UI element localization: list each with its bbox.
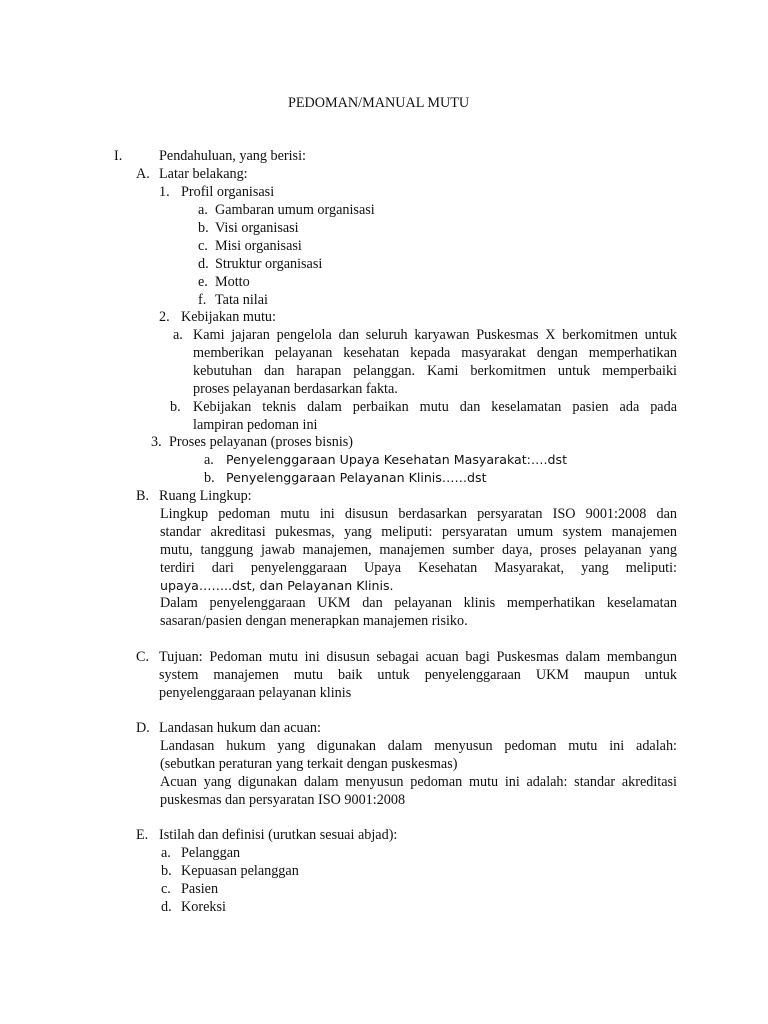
section-heading: Pendahuluan, yang berisi: <box>159 148 306 164</box>
paragraph-line: Acuan yang digunakan dalam menyusun pedoman mutu ini adalah: standar akreditasi <box>160 774 677 790</box>
list-marker: b. <box>204 470 215 486</box>
section-numeral: I. <box>114 148 123 164</box>
paragraph-line: upaya……..dst, dan Pelayanan Klinis. <box>160 578 394 593</box>
list-marker: a. <box>161 845 171 861</box>
paragraph-line: system manajemen mutu baik untuk penyelenggaraan UKM maupun untuk <box>159 667 677 683</box>
subsection-heading: Istilah dan definisi (urutkan sesuai abjad): <box>159 827 398 843</box>
list-marker: b. <box>198 220 209 236</box>
list-marker: b. <box>170 399 181 415</box>
list-marker: a. <box>173 327 183 343</box>
paragraph-line: Dalam penyelenggaraan UKM dan pelayanan klinis memperhatikan keselamatan <box>160 595 677 611</box>
paragraph-line: (sebutkan peraturan yang terkait dengan puskesmas) <box>160 756 458 772</box>
list-item: Penyelenggaraan Upaya Kesehatan Masyarakat:….dst <box>226 452 568 467</box>
list-item: Kepuasan pelanggan <box>181 863 299 879</box>
paragraph-line: Tujuan: Pedoman mutu ini disusun sebagai acuan bagi Puskesmas dalam membangun <box>159 649 677 665</box>
subsection-heading: Ruang Lingkup: <box>159 488 252 504</box>
list-marker: e. <box>198 274 208 290</box>
list-item: Penyelenggaraan Pelayanan Klinis……dst <box>226 470 487 485</box>
list-marker: d. <box>161 899 172 915</box>
item-heading: Profil organisasi <box>181 184 275 200</box>
list-marker: 3. <box>151 434 162 450</box>
paragraph-line: proses pelayanan berdasarkan fakta. <box>193 381 398 397</box>
list-marker: D. <box>136 720 150 736</box>
list-marker: b. <box>161 863 172 879</box>
list-marker: E. <box>136 827 149 843</box>
subsection-heading: Latar belakang: <box>159 166 248 182</box>
paragraph-line: Kami jajaran pengelola dan seluruh karyawan Puskesmas X berkomitmen untuk <box>193 327 677 343</box>
list-marker: a. <box>198 202 208 218</box>
page-title: PEDOMAN/MANUAL MUTU <box>288 95 470 111</box>
paragraph-line: lampiran pedoman ini <box>193 417 318 433</box>
list-item: Struktur organisasi <box>215 256 323 272</box>
paragraph-line: Lingkup pedoman mutu ini disusun berdasarkan persyaratan ISO 9001:2008 dan <box>160 506 677 522</box>
list-item: Visi organisasi <box>215 220 299 236</box>
list-item: Pelanggan <box>181 845 241 861</box>
paragraph-line: memberikan pelayanan kesehatan kepada masyarakat dengan memperhatikan <box>193 345 677 361</box>
paragraph-line: mutu, tanggung jawab manajemen, manajemen sumber daya, proses pelayanan yang <box>160 542 677 558</box>
list-marker: 1. <box>159 184 170 200</box>
list-marker: a. <box>204 452 214 468</box>
paragraph-line: kebutuhan dan harapan pelanggan. Kami berkomitmen untuk memperbaiki <box>193 363 677 379</box>
subsection-heading: Landasan hukum dan acuan: <box>159 720 321 736</box>
paragraph-line: terdiri dari penyelenggaraan Upaya Kesehatan Masyarakat, yang meliputi: <box>160 560 677 576</box>
list-item: Tata nilai <box>215 292 268 308</box>
list-item: Misi organisasi <box>215 238 302 254</box>
list-item: Motto <box>215 274 250 290</box>
list-marker: f. <box>198 292 207 308</box>
list-marker: C. <box>136 649 150 665</box>
list-marker: B. <box>136 488 150 504</box>
item-heading: Kebijakan mutu: <box>181 309 276 325</box>
list-item: Pasien <box>181 881 219 897</box>
paragraph-line: penyelenggaraan pelayanan klinis <box>159 685 352 701</box>
paragraph-line: standar akreditasi pukesmas, yang meliputi: persyaratan umum system manajemen <box>160 524 677 540</box>
list-marker: c. <box>161 881 171 897</box>
paragraph-line: Kebijakan teknis dalam perbaikan mutu dan keselamatan pasien ada pada <box>193 399 677 415</box>
list-marker: d. <box>198 256 209 272</box>
paragraph-line: puskesmas dan persyaratan ISO 9001:2008 <box>160 792 406 808</box>
list-marker: 2. <box>159 309 170 325</box>
list-marker: A. <box>136 166 150 182</box>
list-marker: c. <box>198 238 208 254</box>
paragraph-line: Landasan hukum yang digunakan dalam menyusun pedoman mutu ini adalah: <box>160 738 677 754</box>
item-heading: Proses pelayanan (proses bisnis) <box>169 434 354 450</box>
paragraph-line: sasaran/pasien dengan menerapkan manajemen risiko. <box>160 613 468 629</box>
list-item: Gambaran umum organisasi <box>215 202 375 218</box>
list-item: Koreksi <box>181 899 226 915</box>
